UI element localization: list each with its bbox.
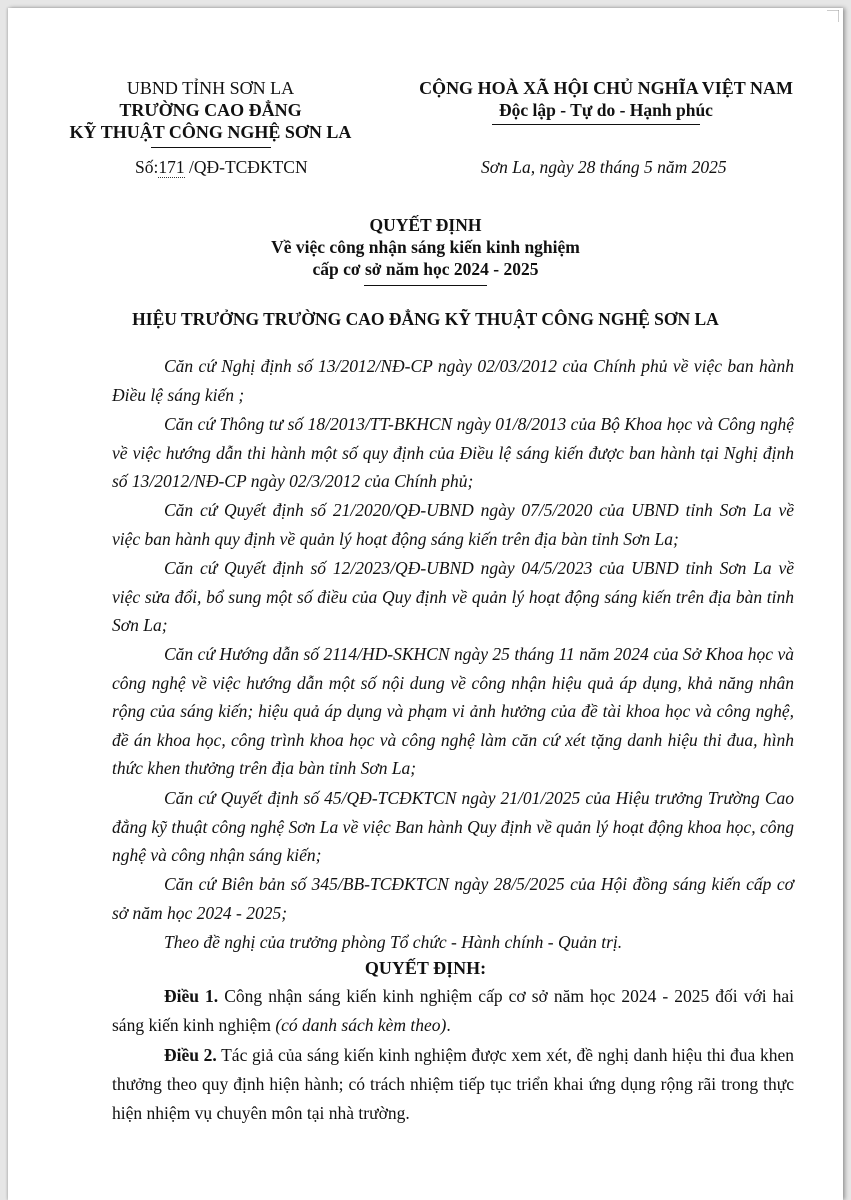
- legal-basis-4: Căn cứ Quyết định số 12/2023/QĐ-UBND ngày 04/5/2023 của UBND tỉnh Sơn La về việc sửa đổi, bổ sung một số điều của Quy định về quản lý hoạt động sáng kiến trên địa bàn tỉnh Sơn La;: [112, 558, 794, 635]
- article-2-label: Điều 2.: [164, 1045, 217, 1065]
- document-page: [8, 8, 843, 1200]
- legal-basis-2: Căn cứ Thông tư số 18/2013/TT-BKHCN ngày 01/8/2013 của Bộ Khoa học và Công nghệ về việc hướng dẫn thi hành một số quy định của Điều lệ sáng kiến được ban hành tại Nghị định số 13/2012/NĐ-CP ngày 02/3/2012 của Chính phủ;: [112, 414, 794, 491]
- national-motto: Độc lập - Tự do - Hạnh phúc: [499, 100, 713, 120]
- place-date: Sơn La, ngày 28 tháng 5 năm 2025: [481, 157, 727, 177]
- article-1-note: (có danh sách kèm theo): [275, 1015, 447, 1035]
- proposal-basis: Theo đề nghị của trưởng phòng Tổ chức - Hành chính - Quản trị.: [164, 932, 623, 952]
- school-name-line2: KỸ THUẬT CÔNG NGHỆ SƠN LA: [69, 122, 352, 142]
- article-1-label: Điều 1.: [164, 986, 219, 1006]
- legal-basis-6: Căn cứ Quyết định số 45/QĐ-TCĐKTCN ngày 21/01/2025 của Hiệu trưởng Trường Cao đẳng kỹ thuật công nghệ Sơn La về việc Ban hành Quy định về quản lý hoạt động khoa học, công nghệ và công nhận sáng kiến;: [112, 788, 794, 865]
- agency-name: UBND TỈNH SƠN LA: [126, 78, 295, 98]
- number-suffix: /QĐ-TCĐKTCN: [184, 157, 308, 177]
- article-1-text: Công nhận sáng kiến kinh nghiệm cấp cơ sở năm học 2024 - 2025 đối với hai sáng kiến kinh nghiệm: [112, 986, 795, 1035]
- article-2: [112, 1041, 794, 1128]
- legal-basis-7: Căn cứ Biên bản số 345/BB-TCĐKTCN ngày 28/5/2025 của Hội đồng sáng kiến cấp cơ sở năm học 2024 - 2025;: [112, 874, 794, 923]
- document-number: [135, 157, 308, 178]
- left-header-underline: [151, 147, 271, 148]
- article-1-end: .: [446, 1015, 451, 1035]
- legal-basis-5: Căn cứ Hướng dẫn số 2114/HD-SKHCN ngày 25 tháng 11 năm 2024 của Sở Khoa học và công nghệ về việc hướng dẫn một số nội dung về công nhận hiệu quả áp dụng, khả năng nhân rộng của sáng kiến; hiệu quả áp dụng và phạm vi ảnh hưởng của đề tài khoa học và công nghệ, đề án khoa học, công trình khoa học và công nghệ làm căn cứ xét tặng danh hiệu thi đua, hình thức khen thưởng trên địa bàn tỉnh Sơn La;: [112, 644, 794, 778]
- school-name-line1: TRƯỜNG CAO ĐẲNG: [119, 100, 302, 120]
- issuing-authority: HIỆU TRƯỞNG TRƯỜNG CAO ĐẲNG KỸ THUẬT CÔNG NGHỆ SƠN LA: [132, 309, 719, 329]
- decision-heading: QUYẾT ĐỊNH:: [364, 958, 487, 978]
- page-corner-icon: [827, 10, 839, 22]
- title-underline: [364, 285, 487, 286]
- subject-line1: Về việc công nhận sáng kiến kinh nghiệm: [271, 237, 580, 257]
- legal-basis-3: Căn cứ Quyết định số 21/2020/QĐ-UBND ngày 07/5/2020 của UBND tỉnh Sơn La về việc ban hành quy định về quản lý hoạt động sáng kiến trên địa bàn tỉnh Sơn La;: [112, 500, 794, 549]
- document-type-heading: QUYẾT ĐỊNH: [369, 215, 482, 235]
- number-value: 171: [158, 157, 185, 177]
- number-prefix: Số:: [135, 157, 159, 177]
- article-2-text: Tác giả của sáng kiến kinh nghiệm được xem xét, đề nghị danh hiệu thi đua khen thưởng theo quy định hiện hành; có trách nhiệm tiếp tục triển khai ứng dụng rộng rãi trong thực hiện nhiệm vụ chuyên môn tại nhà trường.: [112, 1045, 794, 1123]
- article-1: [112, 982, 794, 1040]
- national-title: CỘNG HOÀ XÃ HỘI CHỦ NGHĨA VIỆT NAM: [419, 78, 793, 98]
- legal-basis-1: Căn cứ Nghị định số 13/2012/NĐ-CP ngày 02/03/2012 của Chính phủ về việc ban hành Điều lệ sáng kiến ;: [112, 356, 794, 405]
- right-header-underline: [492, 124, 700, 125]
- subject-line2: cấp cơ sở năm học 2024 - 2025: [312, 259, 539, 279]
